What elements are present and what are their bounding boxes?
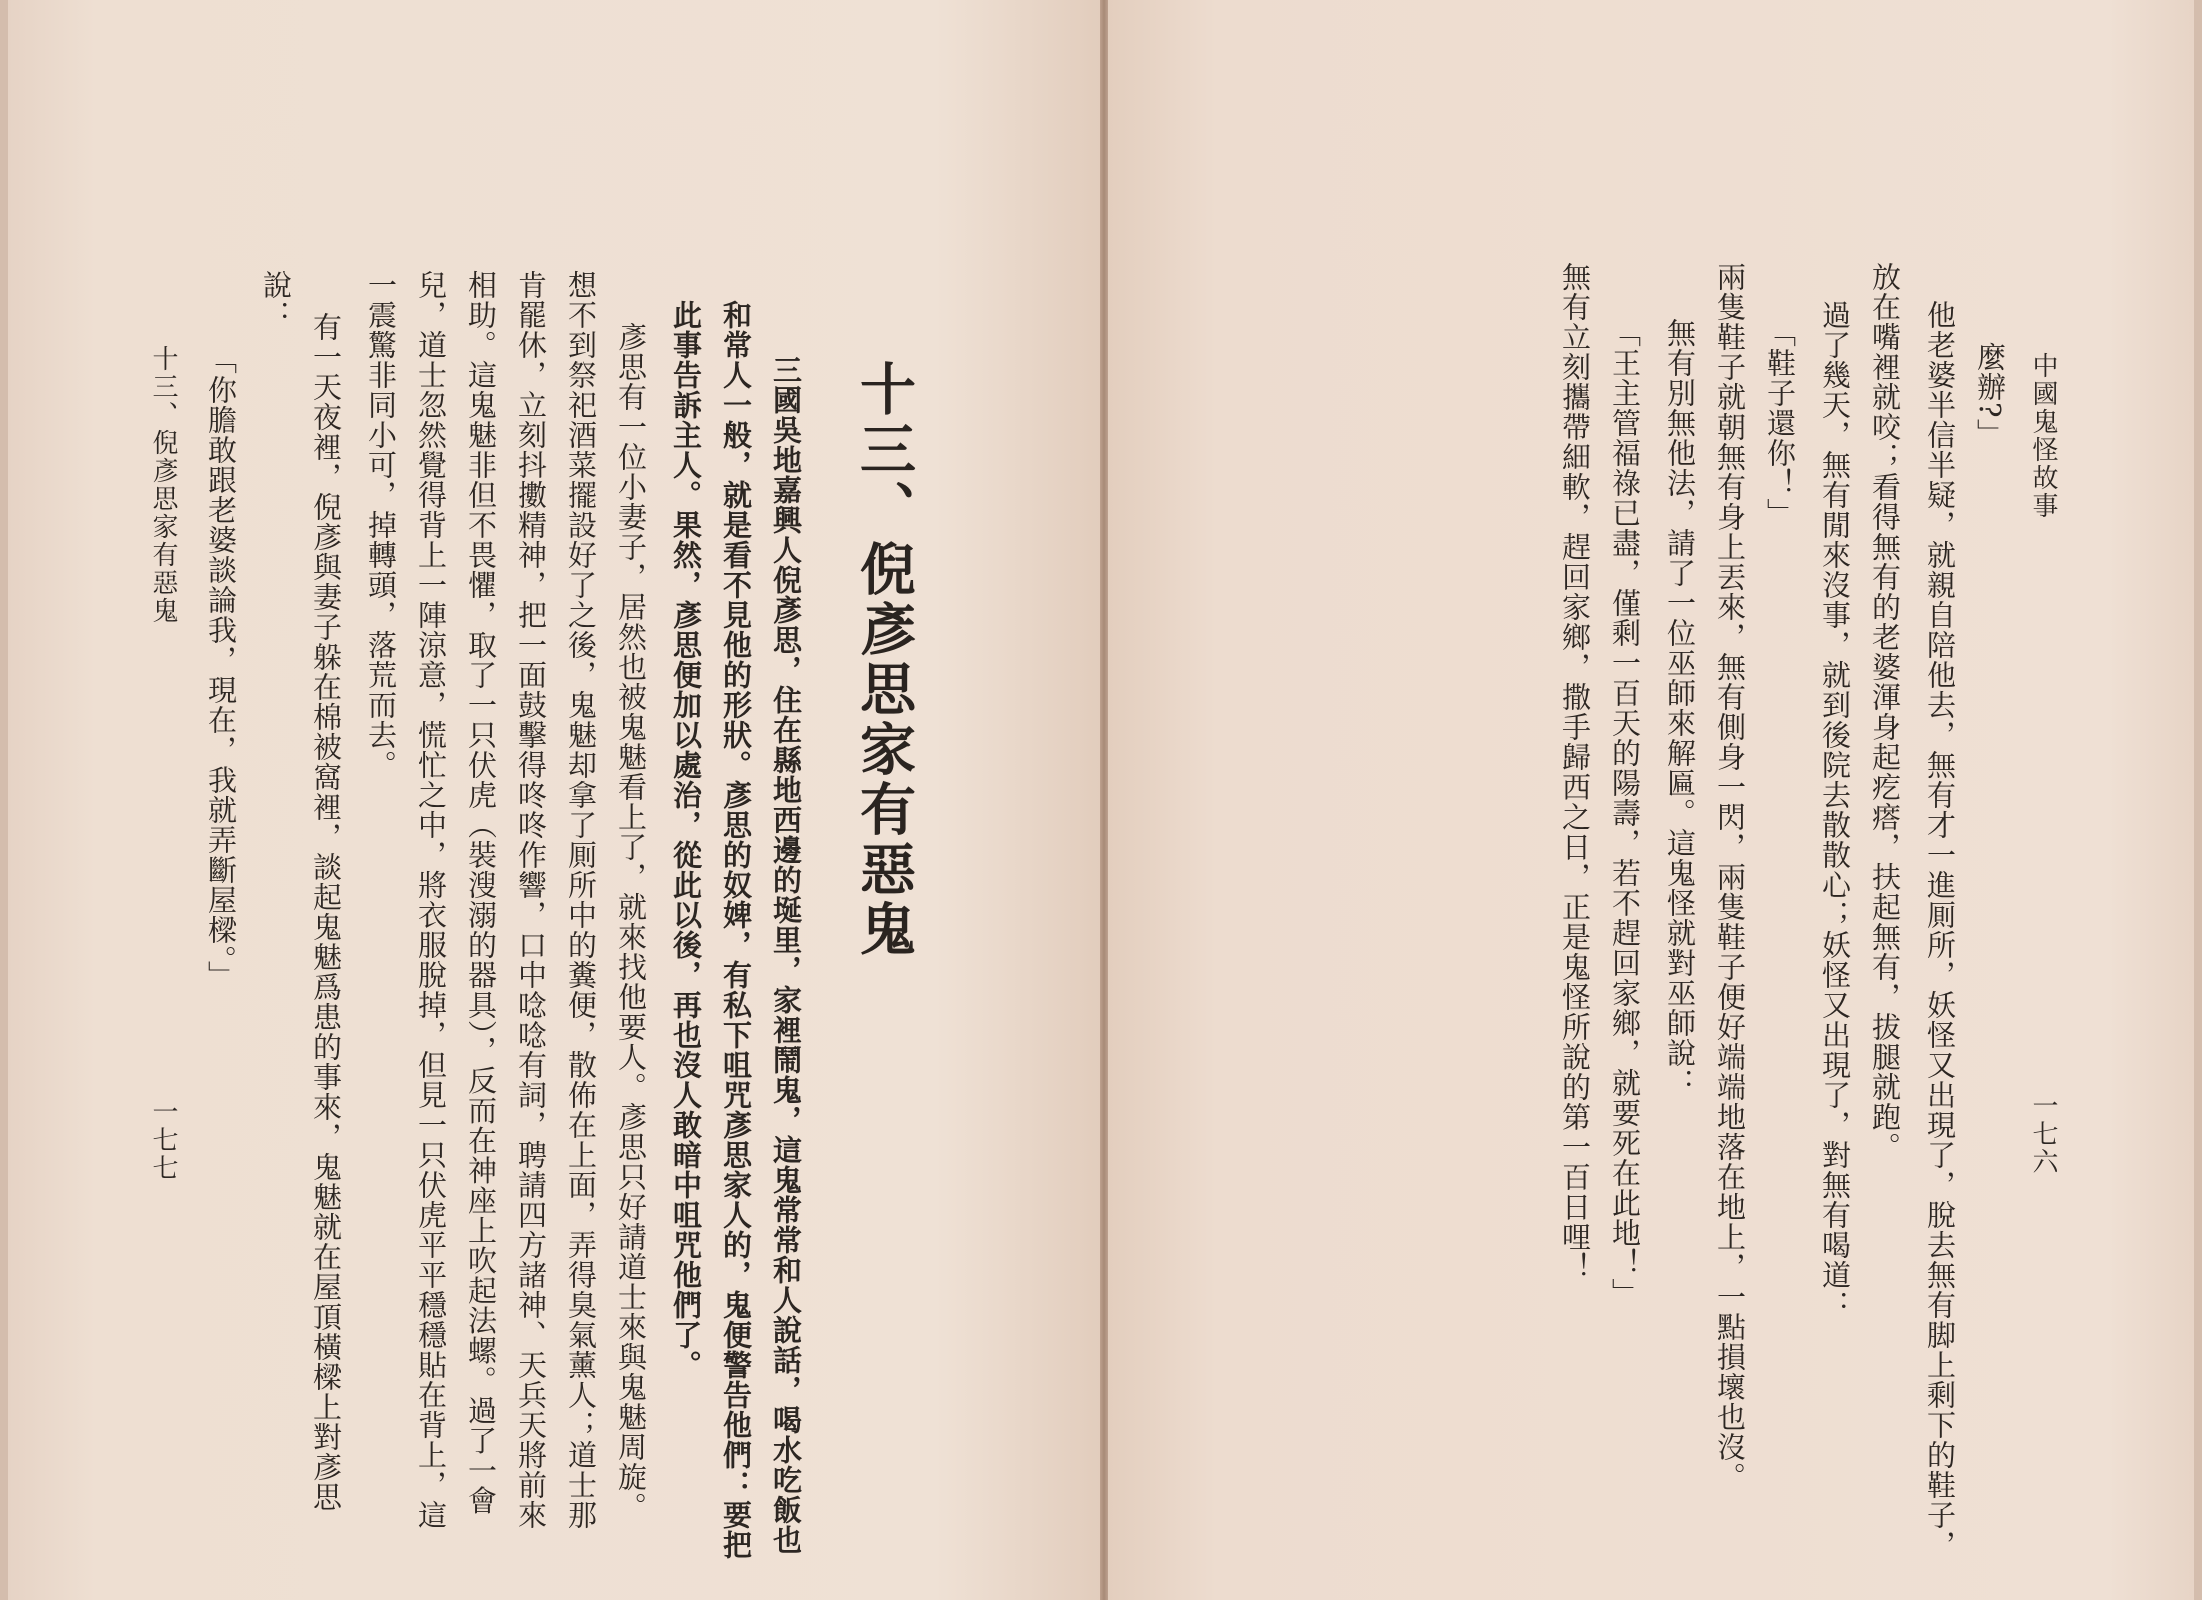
- text-column: 「你膽敢跟老婆談論我，現在，我就弄斷屋樑。」: [204, 345, 238, 991]
- text-column: 「鞋子還你！」: [1763, 318, 1797, 528]
- text-column: 放在嘴裡就咬；看得無有的老婆渾身起疙瘩，扶起無有，拔腿就跑。: [1868, 262, 1902, 1162]
- text-column: 兩隻鞋子就朝無有身上丟來，無有側身一閃，兩隻鞋子便好端端地落在地上，一點損壞也沒。: [1713, 262, 1747, 1492]
- text-column: 無有立刻攜帶細軟，趕回家鄉，撒手歸西之日，正是鬼怪所說的第一百日哩！: [1558, 262, 1592, 1282]
- chapter-title: 十三、倪彥思家有惡鬼: [851, 360, 916, 960]
- text-column: 相助。這鬼魅非但不畏懼，取了一只伏虎（裝溲溺的器具），反而在神座上吹起法螺。過了一會: [464, 270, 498, 1516]
- right-page: [1108, 0, 2194, 1600]
- page-number: 一七六: [2028, 1092, 2058, 1176]
- text-column: 麼辦?」: [1973, 342, 2007, 449]
- page-number: 一七七: [148, 1098, 178, 1182]
- text-column: 無有別無他法，請了一位巫師來解匾。這鬼怪就對巫師說：: [1663, 318, 1697, 1098]
- text-column: 兒，道士忽然覺得背上一陣涼意，慌忙之中，將衣服脫掉，但見一只伏虎平平穩穩貼在背上，這: [414, 270, 448, 1530]
- text-column: 此事告訴主人。果然，彥思便加以處治，從此以後，再也沒人敢暗中咀咒他們了。: [669, 300, 703, 1380]
- text-column: 一震驚非同小可，掉轉頭，落荒而去。: [364, 270, 398, 780]
- text-column: 過了幾天，無有閒來沒事，就到後院去散散心；妖怪又出現了，對無有喝道：: [1818, 300, 1852, 1320]
- running-header: 中國鬼怪故事: [2028, 352, 2058, 520]
- text-column: 和常人一般，就是看不見他的形狀。彥思的奴婢，有私下咀咒彥思家人的，鬼便警告他們：要把: [719, 300, 753, 1560]
- text-column: 彥思有一位小妻子，居然也被鬼魅看上了，就來找他要人。彥思只好請道士來與鬼魅周旋。: [614, 322, 648, 1522]
- text-column: 有一天夜裡，倪彥與妻子躲在棉被窩裡，談起鬼魅爲患的事來，鬼魅就在屋頂橫樑上對彥思: [309, 312, 343, 1512]
- text-column: 三國吳地嘉興人倪彥思，住在縣地西邊的埏里，家裡鬧鬼，這鬼常常和人說話，喝水吃飯也: [769, 355, 803, 1555]
- footer-title: 十三、倪彥思家有惡鬼: [148, 345, 178, 625]
- left-page: [8, 0, 1100, 1600]
- text-column: 想不到祭祀酒菜擺設好了之後，鬼魅却拿了厠所中的糞便，散佈在上面，弄得臭氣薰人；道士那: [564, 270, 598, 1530]
- text-column: 「王主管福祿已盡，僅剩一百天的陽壽，若不趕回家鄉，就要死在此地！」: [1608, 318, 1642, 1308]
- text-column: 肯罷休，立刻抖擻精神，把一面鼓擊得咚咚作響，口中唸唸有詞，聘請四方諸神、天兵天將前來: [514, 270, 548, 1530]
- text-column: 他老婆半信半疑，就親自陪他去，無有才一進厠所，妖怪又出現了，脫去無有脚上剩下的鞋子，: [1923, 300, 1957, 1560]
- text-column: 說：: [259, 270, 293, 330]
